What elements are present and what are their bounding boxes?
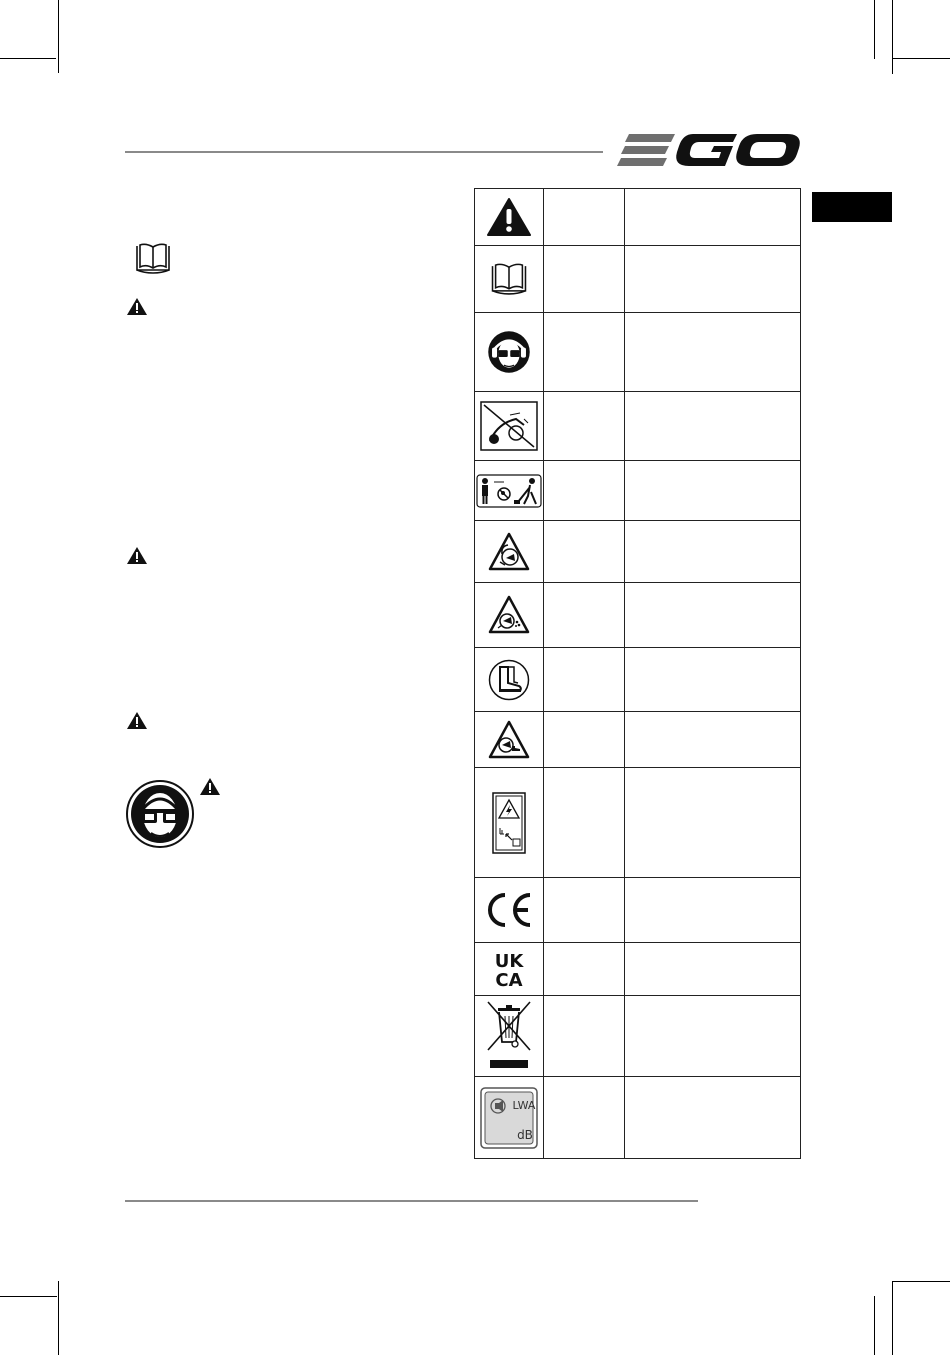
table-row [475,878,801,943]
table-row [475,648,801,712]
crop-mark [874,1296,875,1355]
symbol-description [625,461,801,521]
sound-power-db-text: dB [517,1127,533,1142]
symbol-name [544,943,625,996]
rotating-blade-warning-icon [488,532,530,572]
crop-mark [58,0,59,73]
table-row [475,246,801,313]
crop-mark [892,1281,893,1355]
table-row [475,189,801,246]
protective-boots-icon [488,659,530,701]
crop-mark [58,1281,59,1355]
symbol-name [544,768,625,878]
warning-triangle-icon [126,546,148,565]
table-row [475,996,801,1077]
symbol-cell [475,189,544,246]
symbol-description [625,712,801,768]
ce-mark-icon [484,890,534,930]
safety-goggles-icon [125,779,195,849]
table-row [475,313,801,392]
warning-triangle-icon [199,777,221,796]
header-rule [125,151,603,153]
eye-ear-protection-icon [487,330,531,374]
symbol-description [625,943,801,996]
symbol-name [544,648,625,712]
symbol-name [544,461,625,521]
ukca-mark-icon [488,949,530,989]
symbol-table [474,188,801,1159]
symbol-description [625,878,801,943]
symbol-cell [475,246,544,313]
read-manual-book-icon [489,262,529,296]
symbol-description [625,996,801,1077]
crop-mark [0,1296,57,1297]
symbol-description [625,189,801,246]
symbol-description [625,648,801,712]
sound-power-level-icon [480,1087,538,1149]
symbol-description [625,246,801,313]
blade-guard-kickback-icon [480,401,538,451]
symbol-cell [475,648,544,712]
crop-mark [874,0,875,59]
symbol-cell [475,996,544,1077]
table-row [475,461,801,521]
foot-injury-warning-icon [488,720,530,760]
symbol-cell [475,1077,544,1159]
symbol-description [625,768,801,878]
table-row [475,392,801,461]
warning-triangle-icon [126,711,148,730]
ukca-mark-uk-text: UK [494,951,524,972]
symbol-description [625,392,801,461]
table-row [475,712,801,768]
table-row [475,583,801,648]
symbol-name [544,246,625,313]
symbol-name [544,996,625,1077]
symbol-name [544,712,625,768]
footer-rule [125,1200,698,1202]
symbol-description [625,521,801,583]
crop-mark [892,0,893,74]
ego-logo [615,128,800,172]
keep-bystanders-away-icon [476,474,542,508]
symbol-name [544,1077,625,1159]
warning-triangle-icon [126,297,148,316]
symbol-cell [475,583,544,648]
symbol-name [544,521,625,583]
thrown-objects-warning-icon [488,595,530,635]
symbol-name [544,878,625,943]
symbol-description [625,583,801,648]
table-row [475,1077,801,1159]
symbol-name [544,392,625,461]
symbol-name [544,583,625,648]
sound-power-lwa-text: LWA [512,1098,536,1112]
symbol-cell [475,878,544,943]
table-row [475,943,801,996]
crop-mark [892,1281,950,1282]
symbol-name [544,189,625,246]
language-tab [812,192,892,222]
symbol-description [625,1077,801,1159]
crop-mark [892,58,950,59]
table-row [475,768,801,878]
ukca-mark-ca-text: CA [495,970,523,989]
symbol-name [544,313,625,392]
symbol-cell [475,943,544,996]
symbol-cell [475,768,544,878]
symbol-cell [475,712,544,768]
electric-shock-warning-icon [492,792,526,854]
safety-alert-triangle-icon [486,197,532,237]
symbol-cell [475,521,544,583]
symbol-cell [475,461,544,521]
symbol-cell [475,313,544,392]
table-row [475,521,801,583]
open-book-icon [134,242,172,275]
crop-mark [0,58,56,59]
symbol-description [625,313,801,392]
symbol-cell [475,392,544,461]
weee-crossed-bin-icon [484,1000,534,1072]
